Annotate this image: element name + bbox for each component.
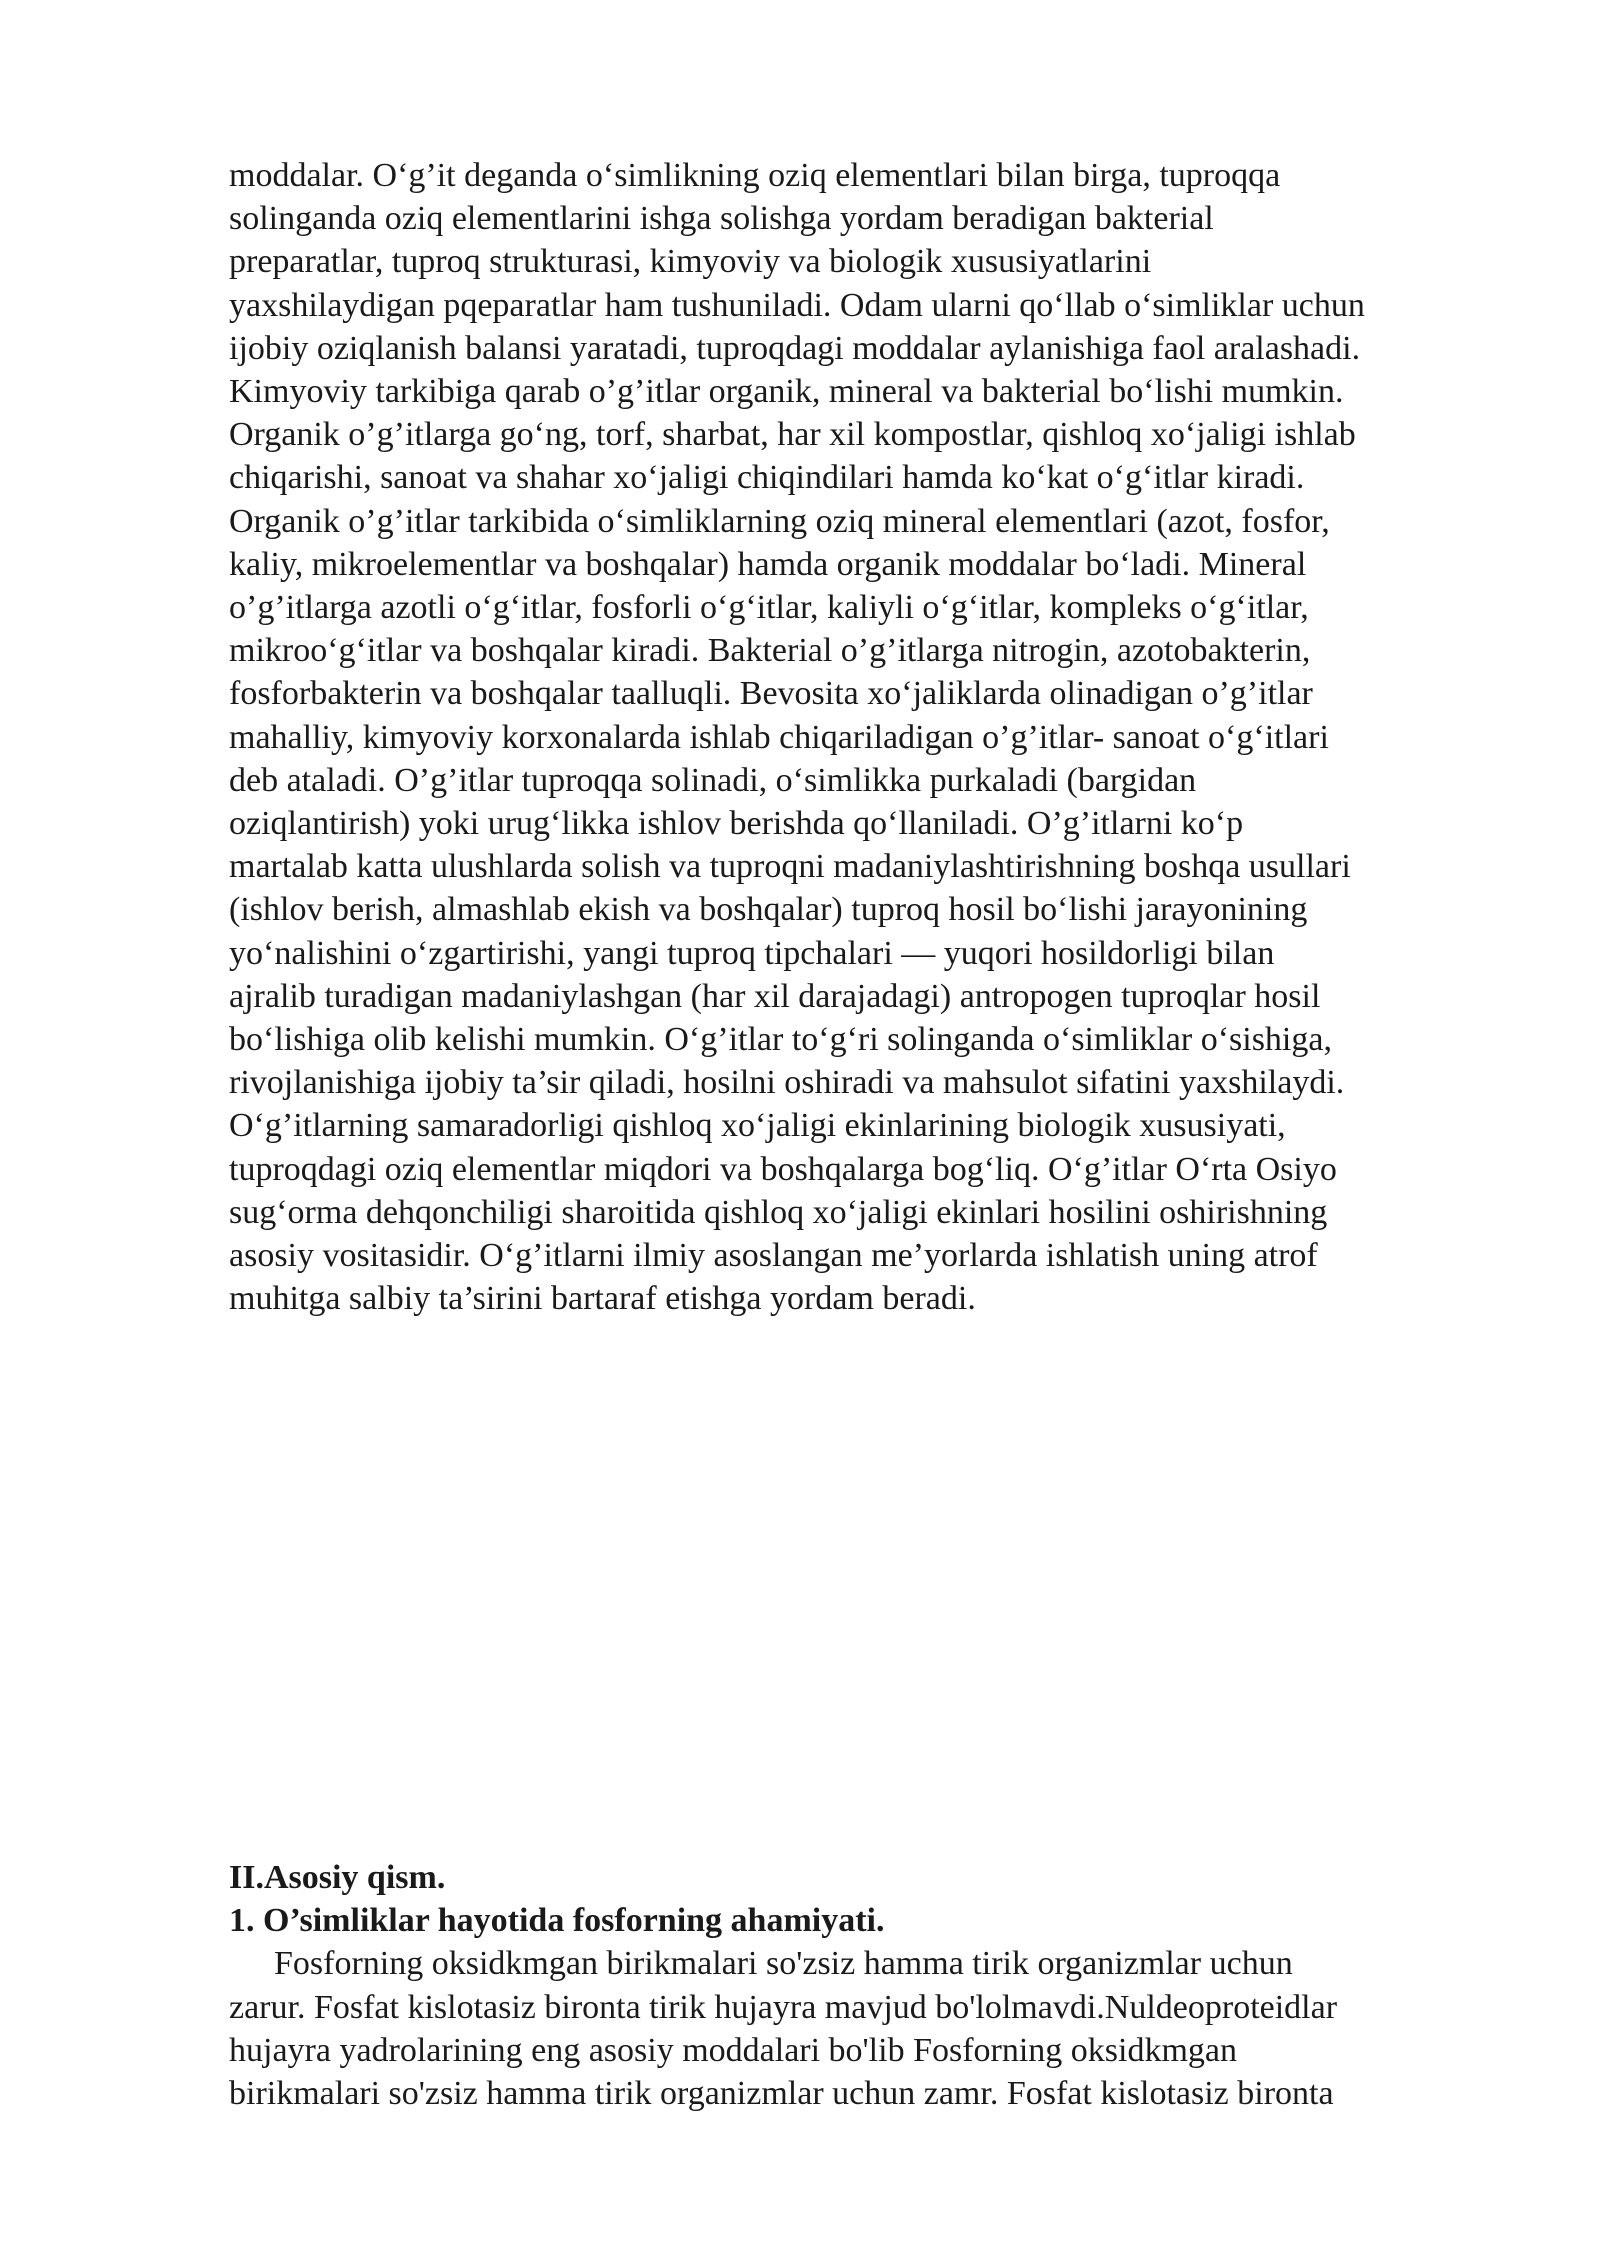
text-line: O‘g’itlarning samaradorligi qishloq xo‘jaligi ekinlarining biologik xususiyati, <box>229 1107 1286 1145</box>
text-line: rivojlanishiga ijobiy ta’sir qiladi, hosilni oshiradi va mahsulot sifatini yaxshilaydi. <box>229 1064 1345 1102</box>
text-line: hujayra yadrolarining eng asosiy moddalari bo'lib Fosforning oksidkmgan <box>229 2031 1238 2069</box>
text-line: ijobiy oziqlanish balansi yaratadi, tuproqdagi moddalar aylanishiga faol aralashadi. <box>229 329 1361 367</box>
main-section <box>229 1856 1529 2115</box>
text-line: martalab katta ulushlarda solish va tuproqni madaniylashtirishning boshqa usullari <box>229 848 1351 886</box>
text-line: solinganda oziq elementlarini ishga solishga yordam beradigan bakterial <box>229 200 1214 238</box>
subsection-heading: 1. O’simliklar hayotida fosforning ahamiyati. <box>229 1902 885 1940</box>
text-line: yaxshilaydigan pqeparatlar ham tushuniladi. Odam ularni qo‘llab o‘simliklar uchun <box>229 286 1365 324</box>
text-line: birikmalari so'zsiz hamma tirik organizmlar uchun zamr. Fosfat kislotasiz bironta <box>229 2075 1334 2113</box>
text-line: Fosforning oksidkmgan birikmalari so'zsiz hamma tirik organizmlar uchun <box>274 1945 1293 1983</box>
text-line: fosforbakterin va boshqalar taalluqli. Bevosita xo‘jaliklarda olinadigan o’g’itlar <box>229 675 1313 713</box>
body-paragraph <box>229 154 1529 1320</box>
text-line: tuproqdagi oziq elementlar miqdori va boshqalarga bog‘liq. O‘g’itlar O‘rta Osiyo <box>229 1150 1337 1188</box>
text-line: Kimyoviy tarkibiga qarab o’g’itlar organik, mineral va bakterial bo‘lishi mumkin. <box>229 373 1344 411</box>
text-line: Organik o’g’itlar tarkibida o‘simliklarning oziq mineral elementlari (azot, fosfor, <box>229 502 1330 540</box>
text-line: kaliy, mikroelementlar va boshqalar) hamda organik moddalar bo‘ladi. Mineral <box>229 545 1307 583</box>
text-line: moddalar. O‘g’it deganda o‘simlikning oziq elementlari bilan birga, tuproqqa <box>229 157 1281 194</box>
text-line: yo‘nalishini o‘zgartirishi, yangi tuproq tipchalari — yuqori hosildorligi bilan <box>229 934 1275 972</box>
text-line: sug‘orma dehqonchiligi sharoitida qishloq xo‘jaligi ekinlari hosilini oshirishning <box>229 1193 1328 1231</box>
text-line: mahalliy, kimyoviy korxonalarda ishlab chiqariladigan o’g’itlar- sanoat o‘g‘itlari <box>229 718 1329 756</box>
text-line: muhitga salbiy ta’sirini bartaraf etishga yordam beradi. <box>229 1280 976 1318</box>
text-line: chiqarishi, sanoat va shahar xo‘jaligi chiqindilari hamda ko‘kat o‘g‘itlar kiradi. <box>229 459 1305 497</box>
section-heading: II.Asosiy qism. <box>229 1859 446 1896</box>
text-line: bo‘lishiga olib kelishi mumkin. O‘g’itlar to‘g‘ri solinganda o‘simliklar o‘sishiga, <box>229 1021 1332 1059</box>
text-line: oziqlantirish) yoki urug‘likka ishlov berishda qo‘llaniladi. O’g’itlarni ko‘p <box>229 805 1244 843</box>
text-line: (ishlov berish, almashlab ekish va boshqalar) tuproq hosil bo‘lishi jarayonining <box>229 891 1308 929</box>
text-line: zarur. Fosfat kislotasiz bironta tirik hujayra mavjud bo'lolmavdi.Nuldeoproteidlar <box>229 1988 1338 2026</box>
text-line: ajralib turadigan madaniylashgan (har xil darajadagi) antropogen tuproqlar hosil <box>229 977 1321 1015</box>
text-line: o’g’itlarga azotli o‘g‘itlar, fosforli o‘g‘itlar, kaliyli o‘g‘itlar, kompleks o‘g‘itlar, <box>229 589 1309 627</box>
text-line: mikroo‘g‘itlar va boshqalar kiradi. Bakterial o’g’itlarga nitrogin, azotobakterin, <box>229 632 1311 670</box>
text-line: Organik o’g’itlarga go‘ng, torf, sharbat, har xil kompostlar, qishloq xo‘jaligi ishlab <box>229 416 1356 454</box>
text-line: preparatlar, tuproq strukturasi, kimyoviy va biologik xususiyatlarini <box>229 243 1152 281</box>
text-line: asosiy vositasidir. O‘g’itlarni ilmiy asoslangan me’yorlarda ishlatish uning atrof <box>229 1237 1318 1275</box>
text-line: deb ataladi. O’g’itlar tuproqqa solinadi, o‘simlikka purkaladi (bargidan <box>229 761 1197 799</box>
